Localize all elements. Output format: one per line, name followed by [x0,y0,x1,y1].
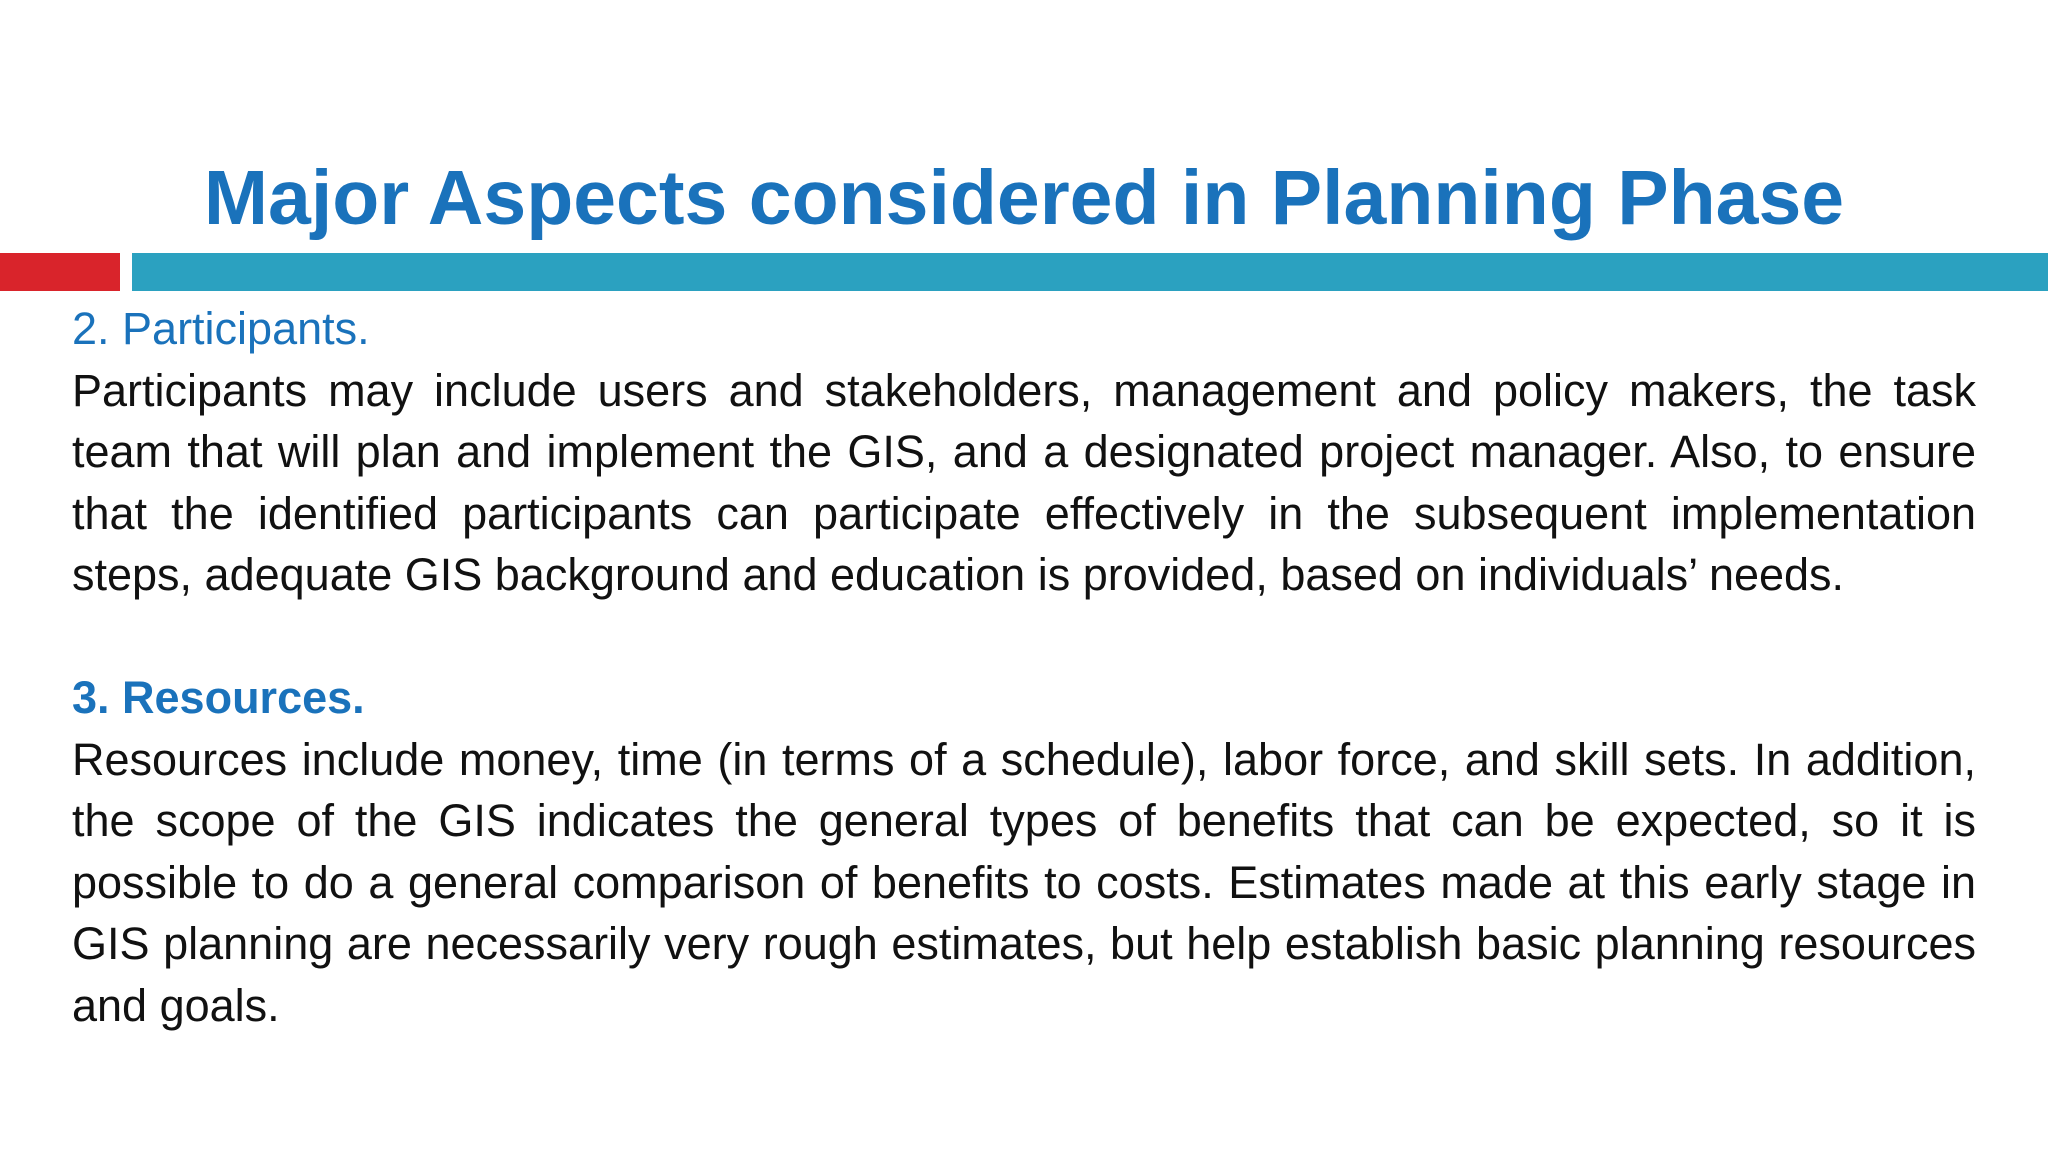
section-body-resources: Resources include money, time (in terms of a schedule), labor force, and skill sets. In addition, the scope of the GIS indicates the general types of benefits that can be expected, so it is possible to do a general comparison of benefits to costs. Estimates made at this early stage in GIS planning are necessarily very rough estimates, but help establish basic planning resources and goals. [72,733,1976,1031]
title-accent-teal-bar [132,253,2048,291]
slide-title: Major Aspects considered in Planning Phase [203,155,1845,241]
section-spacer [72,606,1976,668]
section-body-participants: Participants may include users and stakeholders, management and policy makers, the task team that will plan and implement the GIS, and a designated project manager. Also, to ensure that the identified participants can participate effectively in the subsequent implementation steps, adequate GIS background and education is provided, based on individuals’ needs. [72,364,1976,600]
section-heading-participants: 2. Participants. [72,303,370,354]
section-heading-resources: 3. Resources. [72,672,365,723]
slide-body [72,298,1976,1036]
title-accent-red-bar [0,253,120,291]
